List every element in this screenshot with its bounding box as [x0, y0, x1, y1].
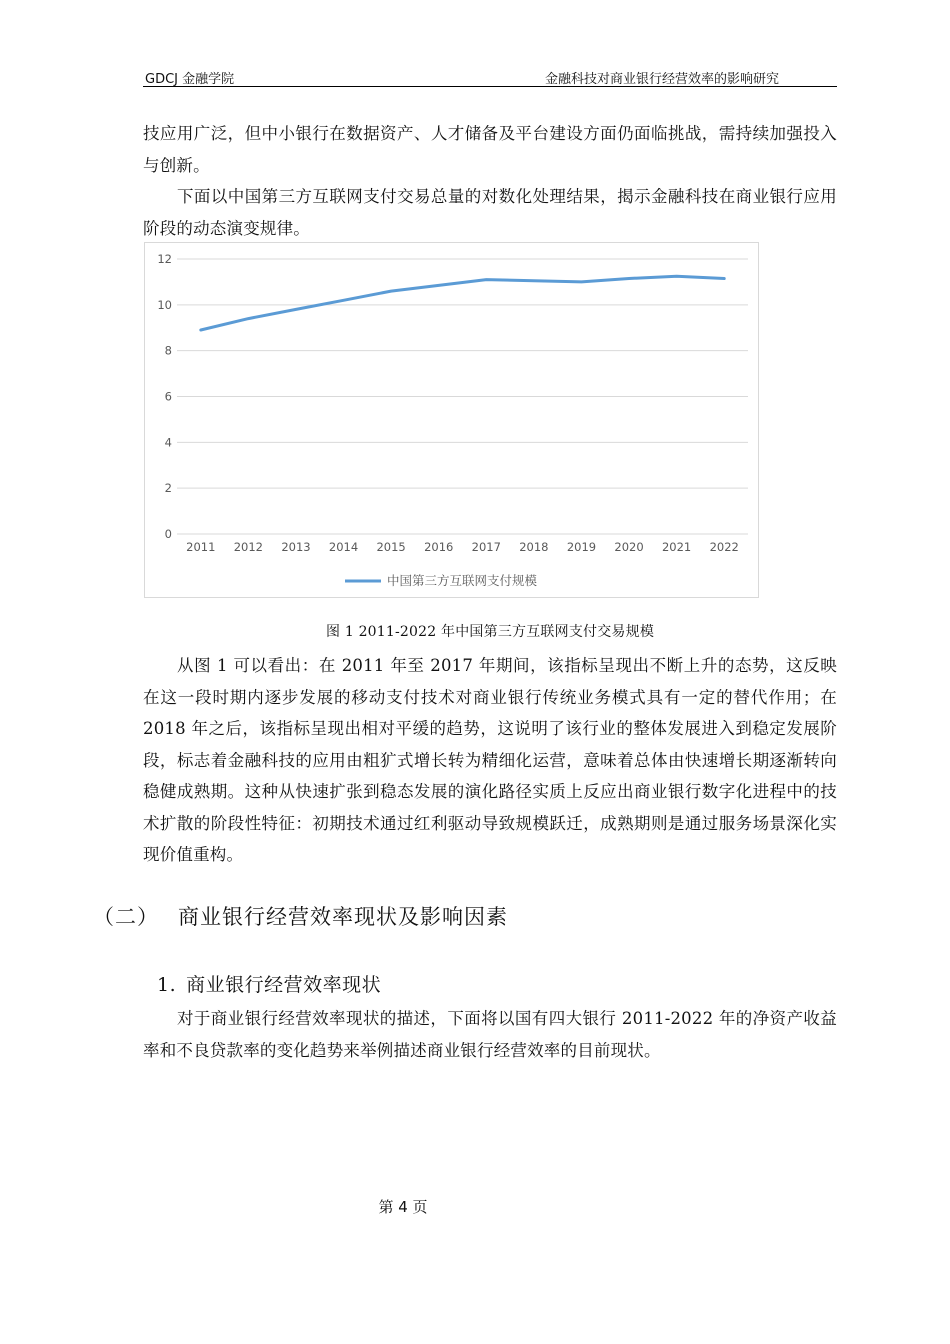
y-tick-label: 10 — [157, 297, 172, 312]
section-number: （二） — [93, 905, 159, 929]
y-tick-label: 4 — [164, 435, 172, 450]
x-tick-label: 2016 — [424, 540, 454, 554]
x-tick-label: 2015 — [376, 540, 406, 554]
page-number: 第 4 页 — [378, 1198, 428, 1216]
series-line — [201, 276, 724, 330]
line-chart — [144, 242, 759, 598]
section-title: 商业银行经营效率现状及影响因素 — [178, 905, 508, 929]
x-tick-label: 2018 — [519, 540, 549, 554]
x-tick-label: 2020 — [614, 540, 644, 554]
page-header — [143, 66, 837, 87]
x-tick-label: 2014 — [328, 540, 359, 554]
x-tick-label: 2019 — [566, 540, 597, 554]
subsection-heading — [157, 970, 381, 997]
y-tick-label: 2 — [164, 481, 172, 496]
x-tick-label: 2011 — [186, 540, 216, 554]
paragraph-1: 技应用广泛，但中小银行在数据资产、人才储备及平台建设方面仍面临挑战，需持续加强投入与创新。 — [143, 124, 837, 175]
subsection-number: 1. — [157, 974, 177, 996]
x-tick-label: 2017 — [471, 540, 501, 554]
x-tick-label: 2021 — [661, 540, 692, 554]
chart-svg — [145, 243, 760, 599]
section-heading — [93, 901, 508, 931]
header-school: GDCJ 金融学院 — [145, 72, 235, 87]
subsection-title: 商业银行经营效率现状 — [186, 974, 382, 996]
figure-caption: 图 1 2011-2022 年中国第三方互联网支付交易规模 — [325, 624, 655, 640]
paragraph-4: 对于商业银行经营效率现状的描述，下面将以国有四大银行 2011-2022 年的净资产收益率和不良贷款率的变化趋势来举例描述商业银行经营效率的目前现状。 — [143, 1009, 837, 1060]
x-tick-label: 2012 — [233, 540, 264, 554]
paragraph-3: 从图 1 可以看出：在 2011 年至 2017 年期间，该指标呈现出不断上升的态势，这反映在这一段时期内逐步发展的移动支付技术对商业银行传统业务模式具有一定的替代作用；在 2018 年之后，该指标呈现出相对平缓的趋势，这说明了该行业的整体发展进入到稳定发展阶段，标志着金融科技的应用由粗犷式增长转为精细化运营，意味着总体由快速增长期逐渐转向稳健成熟期。这种从快速扩张到稳态发展的演化路径实质上反应出商业银行数字化进程中的技术扩散的阶段性特征：初期技术通过红利驱动导致规模跃迁，成熟期则是通过服务场景深化实现价值重构。 — [143, 656, 837, 864]
x-tick-label: 2013 — [281, 540, 311, 554]
y-tick-label: 6 — [164, 389, 172, 404]
header-title: 金融科技对商业银行经营效率的影响研究 — [544, 72, 779, 87]
y-tick-label: 12 — [157, 252, 172, 266]
y-tick-label: 8 — [164, 343, 172, 358]
x-tick-label: 2022 — [709, 540, 739, 554]
paragraph-2: 下面以中国第三方互联网支付交易总量的对数化处理结果，揭示金融科技在商业银行应用阶段的动态演变规律。 — [143, 187, 837, 238]
y-tick-label: 0 — [164, 527, 172, 541]
legend-label: 中国第三方互联网支付规模 — [387, 573, 538, 588]
